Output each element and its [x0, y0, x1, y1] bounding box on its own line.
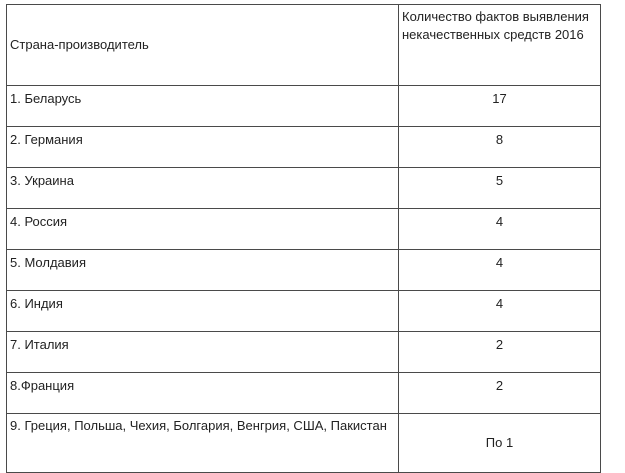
table-row: [7, 168, 601, 209]
country-cell: 9. Греция, Польша, Чехия, Болгария, Венгрия, США, Пакистан: [7, 414, 399, 473]
country-cell: 8.Франция: [7, 373, 399, 414]
header-count: Количество фактов выявления некачественных средств 2016: [399, 5, 601, 86]
count-cell: 17: [399, 86, 601, 127]
facts-table: [6, 4, 601, 473]
country-cell: 4. Россия: [7, 209, 399, 250]
count-cell: 2: [399, 373, 601, 414]
country-cell: 3. Украина: [7, 168, 399, 209]
count-cell: 4: [399, 209, 601, 250]
table-row: [7, 332, 601, 373]
country-cell: 5. Молдавия: [7, 250, 399, 291]
country-cell: 7. Италия: [7, 332, 399, 373]
count-cell: 4: [399, 291, 601, 332]
count-cell: 5: [399, 168, 601, 209]
table-row: [7, 127, 601, 168]
table-header-row: [7, 5, 601, 86]
count-cell: 4: [399, 250, 601, 291]
count-cell: По 1: [399, 414, 601, 473]
country-cell: 2. Германия: [7, 127, 399, 168]
count-cell: 8: [399, 127, 601, 168]
table-row: [7, 291, 601, 332]
table-row: [7, 86, 601, 127]
table-row: [7, 209, 601, 250]
table-row: [7, 373, 601, 414]
header-country: Страна-производитель: [7, 5, 399, 86]
table-row: [7, 414, 601, 473]
country-cell: 1. Беларусь: [7, 86, 399, 127]
count-cell: 2: [399, 332, 601, 373]
table-row: [7, 250, 601, 291]
country-cell: 6. Индия: [7, 291, 399, 332]
